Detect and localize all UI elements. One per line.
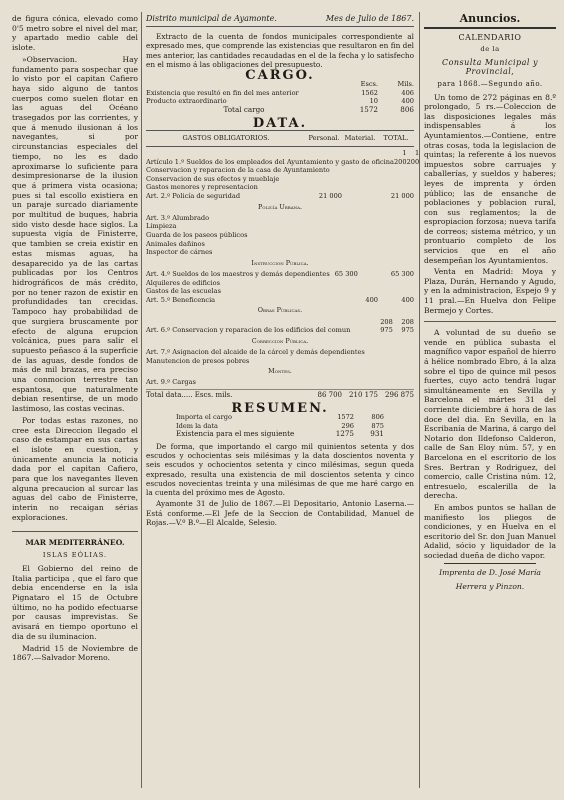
- table-row: [146, 183, 414, 192]
- row-amount: 208 975: [401, 317, 414, 335]
- calendar-heading: CALENDARIO: [458, 32, 522, 42]
- table-row: [146, 192, 414, 201]
- table-row: [146, 222, 414, 231]
- table-section-heading: Correccion Pública.: [251, 336, 309, 345]
- table-row: [146, 287, 414, 296]
- row-description: Conservacion y reparacion de la casa de Ayuntamiento: [146, 166, 330, 175]
- district-name: Distrito municipal de Ayamonte.: [146, 14, 277, 23]
- account-intro: Extracto de la cuenta de fondos municipales correspondiente al expresado mes, que comprende las existencias que resultaron en fin del mes anterior, las cantidades recaudadas en el de la fecha y lo satisfecho en el mismo á las obligaciones del presupuesto.: [146, 32, 414, 69]
- table-row: [146, 166, 414, 175]
- table-row: [146, 214, 414, 223]
- cargo-title: CARGO.: [245, 68, 315, 84]
- row-description: Art. 6.º Conservacion y reparacion de los edificios del comun: [146, 326, 351, 335]
- announcements-title: Anuncios.: [424, 14, 556, 29]
- row-description: Art. 7.º Asignacion del alcaide de la cárcel y demás dependientes: [146, 347, 365, 356]
- left-paragraph: Por todas estas razones, no cree esta Direccion llegado el caso de estampar en sus cartas el islote en cuestion, y únicamente anuncia la noticia dada por el capitan Cafiero, para que los navegantes lleven alguna precaucion al surcar las aguas del cabo de Finisterre, interin no recaigan sérias exploraciones.: [12, 415, 138, 522]
- divider: [444, 563, 536, 564]
- left-column: [12, 14, 138, 790]
- left-paragraph: »Observacion. Hay fundamento para sospechar que lo visto por el capitan Cafiero haya sido alguno de tantos cuerpos como suelen flotar en las aguas del Océano trasegados por las corrientes, y que á menudo ilusionan á los navegantes, si por circunstancias especiales del tiempo, no les es dado aproximarse lo suficiente para desimpresionarse de la ilusion que á primera vista ocasiona; pues si tal escollo existiera en un paraje surcado diariamente por multitud de buques, habria sido visto desde hace siglos. La supuesta vigía de Finisterre, que tambien se creia existir en estas mismas aguas, ha desaparecido ya de las cartas publicadas por los Centros hidrográficos de más crédito, por no tener razon de existir en profundidades tan crecidas. Tampoco hay probabilidad de que surgiera bruscamente por efecto de alguna erupcion volcánica, pues para salir el supuesto peñasco á la superficie de las aguas, desde fondos de más de mil brazas, era preciso una conmocion terrestre tan espantosa, que naturalmente debian resentirse, de un modo lastimoso, las costas vecinas.: [12, 54, 138, 414]
- row-amount: 400: [401, 295, 414, 304]
- imprint-line-1: Imprenta de D. José María: [439, 568, 541, 578]
- column-rule-right: [419, 12, 420, 788]
- table-row: [146, 149, 420, 166]
- table-row: Existencia para el mes siguiente 1275 931: [176, 429, 384, 439]
- closing-signature: Ayamonte 31 de Julio de 1867.—El Depositario, Antonio Laserna.—Está conforme.—El Jefe de la Seccion de Contabilidad, Manuel de Rojas.—V.º B.º—El Alcalde, Selesio.: [146, 499, 414, 527]
- row-description: Art. 2.º Policía de seguridad: [146, 191, 241, 200]
- table-section-heading: Montes.: [268, 367, 292, 376]
- cargo-total-row: Total cargo 1572 806: [223, 105, 414, 114]
- cargo-header: Escs. Mils.: [360, 80, 414, 89]
- announcement-paragraph: Venta en Madrid: Moya y Plaza, Durán, Hernando y Agudo, y en la administracion, Espejo 9 y 11 pral.—En Huelva don Felipe Bermejo y Cortes.: [424, 267, 556, 315]
- resumen-table: [146, 413, 414, 439]
- row-amount: 1 200: [406, 149, 420, 166]
- table-row: [146, 348, 414, 357]
- table-section-heading: Policía Urbana.: [257, 202, 303, 211]
- calendar-heading-3: Consulta Municipal y Provincial,: [441, 57, 539, 77]
- row-amount: 21 000: [318, 191, 342, 200]
- left-signature: Madrid 15 de Noviembre de 1867.—Salvador Moreno.: [12, 643, 138, 663]
- row-description: Guarda de los paseos públicos: [146, 230, 248, 239]
- row-description: Animales dañinos: [146, 239, 205, 248]
- report-month: Mes de Julio de 1867.: [325, 14, 414, 23]
- left-paragraph: de figura cónica, elevado como 0'5 metro sobre el nivel del mar, y apartado medio cable del islote.: [12, 14, 138, 53]
- resumen-title: RESUMEN.: [231, 401, 329, 417]
- data-total-row: Total data..... Escs. mils. 86 700 210 175 296 875: [146, 390, 414, 399]
- section-subheading: ISLAS EÓLIAS.: [42, 551, 108, 560]
- row-description: Gastos menores y representacion: [146, 183, 258, 192]
- table-row: [146, 248, 414, 257]
- row-description: Limpieza: [146, 222, 177, 231]
- column-rule-left: [141, 12, 142, 788]
- right-column: [424, 14, 556, 790]
- data-title: DATA.: [252, 115, 308, 131]
- announcement-paragraph: Un tomo de 272 páginas en 8.º prolongado, 5 rs.—Coleccion de las disposiciones legales más indispensables á los Ayuntamientos.—Contiene, entre otras cosas, toda la legislacion de quintas; la referente á los nuevos impuestos sobre carruajes y caballerías, y sueldos y haberes; leyes de imprenta y órden público; las de ensanche de poblaciones y poblacion rural, con sus reglamentos; la de espropiacion forzosa; nueva tarifa de correos; sistema métrico, y un prontuario completo de los servicios que en el año desempeñan los Ayuntamientos.: [424, 92, 556, 265]
- table-section-heading: Instruccion Pública.: [251, 258, 309, 267]
- table-row: [146, 279, 414, 288]
- table-row: Existencia que resultó en fin del mes anterior 1562 406: [146, 88, 414, 97]
- table-row: Producto extraordinario 10 400: [146, 97, 414, 106]
- table-row: [146, 175, 414, 184]
- calendar-heading-4: para 1868.—Segundo año.: [437, 79, 543, 88]
- table-section-heading: Obras Públicas.: [257, 306, 303, 315]
- announcement-paragraph: En ambos puntos se hallan de manifiesto los pliegos de condiciones, y en Huelva en el escritorio del Sr. don Juan Manuel Adalid, sócio y liquidador de la sociedad dueña de dicho vapor.: [424, 502, 556, 560]
- row-amount: 1 200: [393, 149, 407, 166]
- row-description: Alquileres de edificios: [146, 278, 220, 287]
- table-row: [146, 357, 414, 366]
- table-row: Importa el cargo 1572 806: [176, 413, 384, 422]
- data-table-body: [146, 149, 420, 387]
- table-row: [146, 378, 414, 387]
- row-description: Manutencion de presos pobres: [146, 356, 250, 365]
- row-description: Gastos de las escuelas: [146, 287, 221, 296]
- district-headline: [146, 14, 414, 27]
- table-row: [146, 240, 414, 249]
- left-paragraph: El Gobierno del reino de Italia participa , que el faro que debia encenderse en la isla Pignataro el 15 de Octubre último, no ha podido efectuarse por causas imprevistas. Se avisará en tiempo oportuno el dia de su iluminacion.: [12, 563, 138, 641]
- calendar-heading-2: de la: [480, 45, 500, 54]
- imprint-line-2: Herrera y Pinzon.: [455, 582, 525, 592]
- row-description: Artículo 1.º Sueldos de los empleados del Ayuntamiento y gasto de oficina: [146, 157, 394, 166]
- row-description: Art. 5.º Beneficencia: [146, 295, 216, 304]
- table-row: [146, 318, 414, 335]
- row-description: Art. 9.º Cargas: [146, 378, 196, 387]
- row-amount: 208 975: [380, 317, 393, 335]
- row-description: Art. 4.º Sueldos de los maestros y demás dependientes: [146, 269, 330, 278]
- table-row: [146, 231, 414, 240]
- row-amount: 65 300: [334, 269, 358, 278]
- middle-column: [146, 14, 420, 790]
- row-amount: 21 000: [390, 191, 414, 200]
- row-amount: 65 300: [390, 269, 414, 278]
- closing-paragraph: De forma, que importando el cargo mil quinientos setenta y dos escudos y ochocientas seis milésimas y la data doscientos noventa y seis escudos y ochocientos setenta y cinco milésimas, segun queda expresado, resulta una existencia de mil doscientos setenta y cinco escudos novecientas treinta y una milésimas de que me haré cargo en la cuenta del próximo mes de Agosto.: [146, 442, 414, 498]
- divider: [424, 321, 556, 322]
- announcement-paragraph: A voluntad de su dueño se vende en pública subasta el magnífico vapor español de hierro á hélice nombrado Ebro, á la alza sobre el tipo de quince mil pesos fuertes, cuyo acto tendrá lugar simultáneamente en Sevilla y Barcelona el mártes 31 del corriente diciembre á hora de las doce del dia. En Sevilla, en la Escribanía de Marina, á cargo del Notario don Ildefonso Calderon, calle de San Eloy núm. 57, y en Barcelona en el escritorio de los Sres. Bertran y Rodriguez, del comercio, calle Cristina núm. 12, entresuelo, escalerilla de la derecha.: [424, 328, 557, 501]
- row-description: Inspector de cárnes: [146, 248, 213, 257]
- data-table-header: GASTOS OBLIGATORIOS. Personal. Material. TOTAL.: [146, 130, 414, 147]
- section-heading: MAR MEDITERRÁNEO.: [12, 531, 138, 548]
- row-amount: 400: [365, 295, 378, 304]
- table-row: [146, 296, 414, 305]
- table-row: [146, 270, 414, 279]
- table-row: Idem la data 296 875: [176, 421, 384, 430]
- row-description: Art. 3.º Alumbrado: [146, 213, 210, 222]
- row-description: Conservacion de sus efectos y mueblaje: [146, 174, 280, 183]
